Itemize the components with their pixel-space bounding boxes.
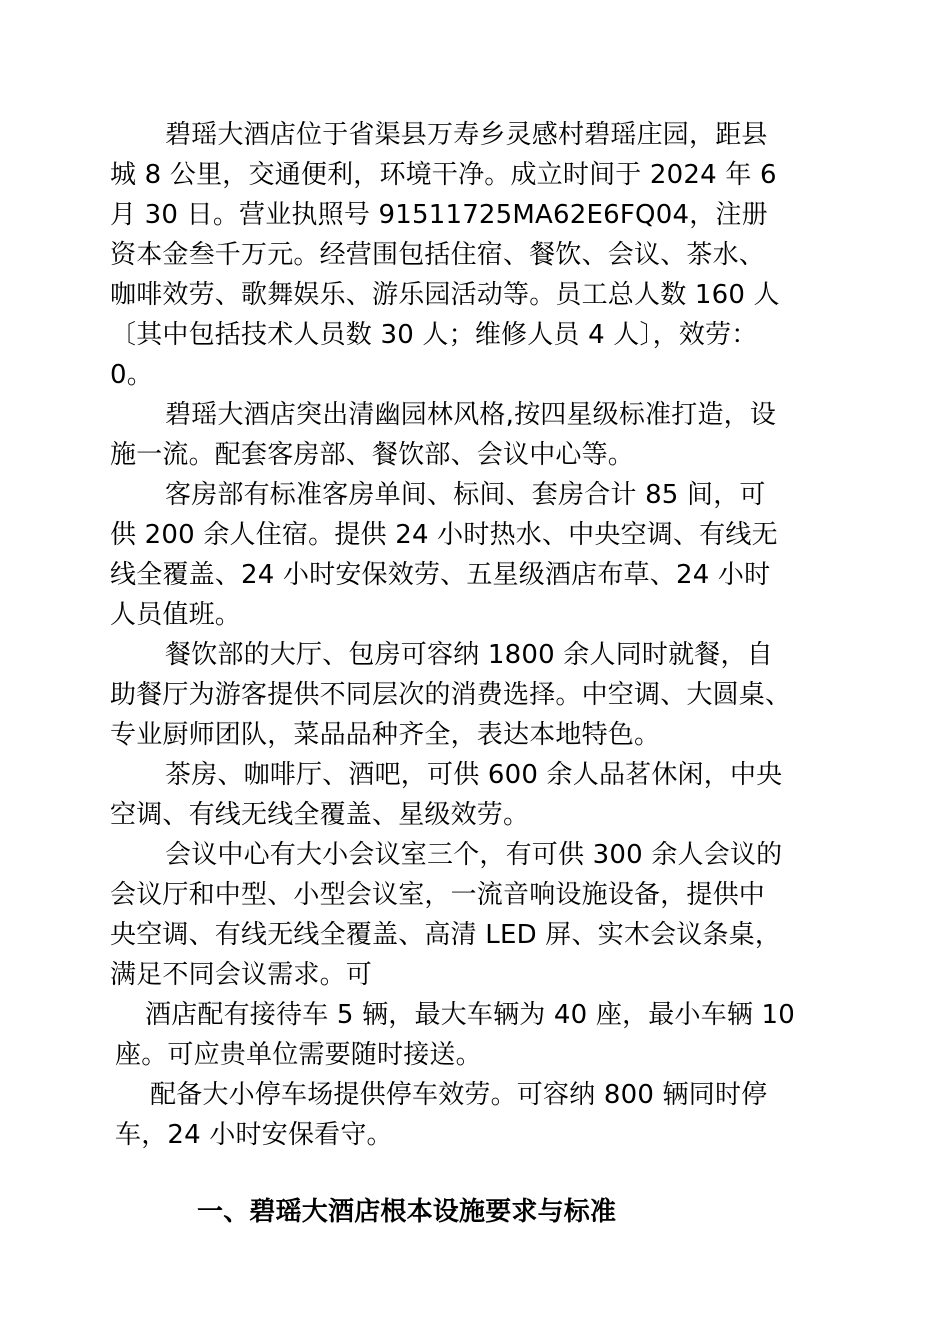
paragraph-line: 碧瑶大酒店突出清幽园林风格,按四星级标准打造，设: [165, 400, 777, 430]
paragraph-line: 线全覆盖、24 小时安保效劳、五星级酒店布草、24 小时: [110, 560, 771, 590]
paragraph-line: 座。可应贵单位需要随时接送。: [115, 1040, 482, 1070]
paragraph-line: 客房部有标准客房单间、标间、套房合计 85 间，可: [165, 480, 766, 510]
paragraph-line: 城 8 公里，交通便利，环境干净。成立时间于 2024 年 6: [110, 160, 777, 190]
paragraph-line: 0。: [110, 360, 153, 390]
paragraph-line: 专业厨师团队，菜品品种齐全，表达本地特色。: [110, 720, 661, 750]
paragraph-line: 施一流。配套客房部、餐饮部、会议中心等。: [110, 440, 635, 470]
paragraph-line: 会议厅和中型、小型会议室，一流音响设施设备，提供中: [110, 880, 766, 910]
paragraph-line: 车，24 小时安保看守。: [115, 1120, 393, 1150]
paragraph-line: 餐饮部的大厅、包房可容纳 1800 余人同时就餐，自: [165, 640, 773, 670]
paragraph-line: 配备大小停车场提供停车效劳。可容纳 800 辆同时停: [150, 1080, 768, 1110]
paragraph-line: 〔其中包括技术人员数 30 人；维修人员 4 人〕，效劳：: [110, 320, 758, 350]
paragraph-line: 酒店配有接待车 5 辆，最大车辆为 40 座，最小车辆 10: [145, 1000, 796, 1030]
paragraph-line: 资本金叁千万元。经营围包括住宿、餐饮、会议、茶水、: [110, 240, 766, 270]
section-heading: 一、碧瑶大酒店根本设施要求与标准: [197, 1197, 617, 1227]
paragraph-line: 助餐厅为游客提供不同层次的消费选择。中空调、大圆桌、: [110, 680, 792, 710]
paragraph-line: 咖啡效劳、歌舞娱乐、游乐园活动等。员工总人数 160 人: [110, 280, 780, 310]
paragraph-line: 碧瑶大酒店位于省渠县万寿乡灵感村碧瑶庄园，距县: [165, 120, 768, 150]
paragraph-line: 供 200 余人住宿。提供 24 小时热水、中央空调、有线无: [110, 520, 778, 550]
paragraph-line: 会议中心有大小会议室三个，有可供 300 余人会议的: [165, 840, 783, 870]
paragraph-line: 满足不同会议需求。可: [110, 960, 373, 990]
paragraph-line: 月 30 日。营业执照号 91511725MA62E6FQ04，注册: [110, 200, 768, 230]
paragraph-line: 人员值班。: [110, 600, 242, 630]
paragraph-line: 空调、有线无线全覆盖、星级效劳。: [110, 800, 530, 830]
paragraph-line: 茶房、咖啡厅、酒吧，可供 600 余人品茗休闲，中央: [165, 760, 783, 790]
paragraph-line: 央空调、有线无线全覆盖、高清 LED 屏、实木会议条桌，: [110, 920, 782, 950]
